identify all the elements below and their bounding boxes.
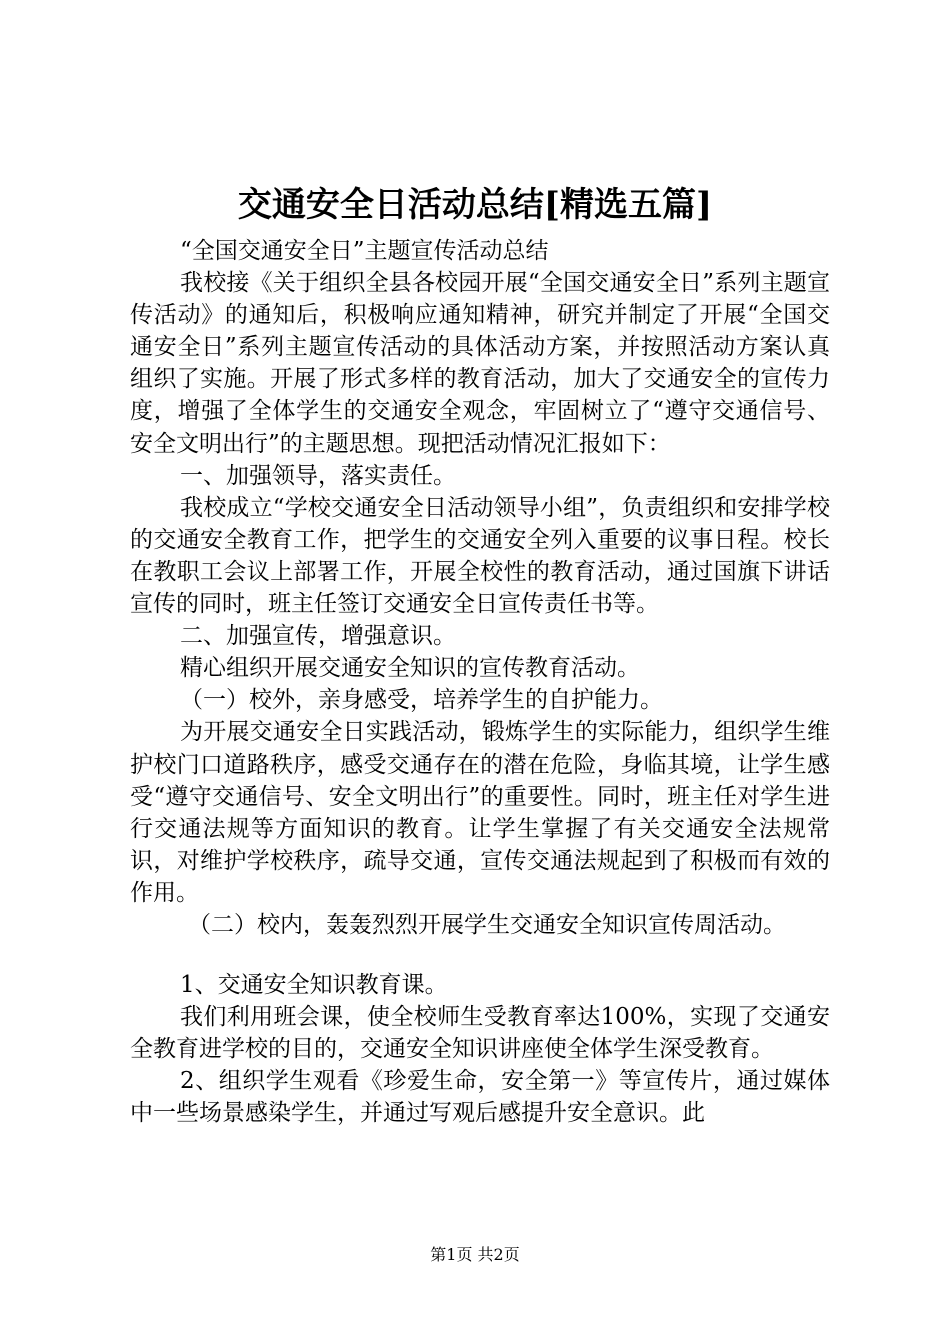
document-title: 交通安全日活动总结[精选五篇] <box>237 185 713 225</box>
section-subtitle: “全国交通安全日”主题宣传活动总结 <box>180 238 549 264</box>
paragraph-item-1: 我们利用班会课，使全校师生受教育率达100%，实现了交通安全教育进学校的目的，交通安全知识讲座使全体学生深受教育。 <box>130 1004 830 1063</box>
heading-section-2: 二、加强宣传，增强意识。 <box>180 623 456 650</box>
paragraph-subsection-1: 为开展交通安全日实践活动，锻炼学生的实际能力，组织学生维护校门口道路秩序，感受交通存在的潜在危险，身临其境，让学生感受“遵守交通信号、安全文明出行”的重要性。同时，班主任对学生进行交通法规等方面知识的教育。让学生掌握了有关交通安全法规常识，对维护学校秩序，疏导交通，宣传交通法规起到了积极而有效的作用。 <box>130 719 830 906</box>
heading-section-1: 一、加强领导，落实责任。 <box>180 462 456 489</box>
spacer <box>130 941 830 969</box>
heading-item-1: 1、交通安全知识教育课。 <box>180 972 448 999</box>
paragraph-section-1: 我校成立“学校交通安全日活动领导小组”，负责组织和安排学校的交通安全教育工作，把学生的交通安全列入重要的议事日程。校长在教职工会议上部署工作，开展全校性的教育活动，通过国旗下讲话宣传的同时，班主任签订交通安全日宣传责任书等。 <box>130 494 830 618</box>
paragraph-intro: 我校接《关于组织全县各校园开展“全国交通安全日”系列主题宣传活动》的通知后，积极响应通知精神，研究并制定了开展“全国交通安全日”系列主题宣传活动的具体活动方案，并按照活动方案认真组织了实施。开展了形式多样的教育活动，加大了交通安全的宣传力度，增强了全体学生的交通安全观念，牢固树立了“遵守交通信号、安全文明出行”的主题思想。现把活动情况汇报如下： <box>130 270 830 457</box>
page-footer: 第1页 共2页 <box>430 1245 520 1264</box>
heading-subsection-1: （一）校外，亲身感受，培养学生的自护能力。 <box>180 687 663 714</box>
heading-subsection-2: （二）校内，轰轰烈烈开展学生交通安全知识宣传周活动。 <box>188 911 786 938</box>
paragraph-item-2: 2、组织学生观看《珍爱生命，安全第一》等宣传片，通过媒体中一些场景感染学生，并通过写观后感提升安全意识。此 <box>130 1068 830 1127</box>
paragraph-section-2: 精心组织开展交通安全知识的宣传教育活动。 <box>180 655 640 682</box>
document-body <box>130 235 830 1130</box>
